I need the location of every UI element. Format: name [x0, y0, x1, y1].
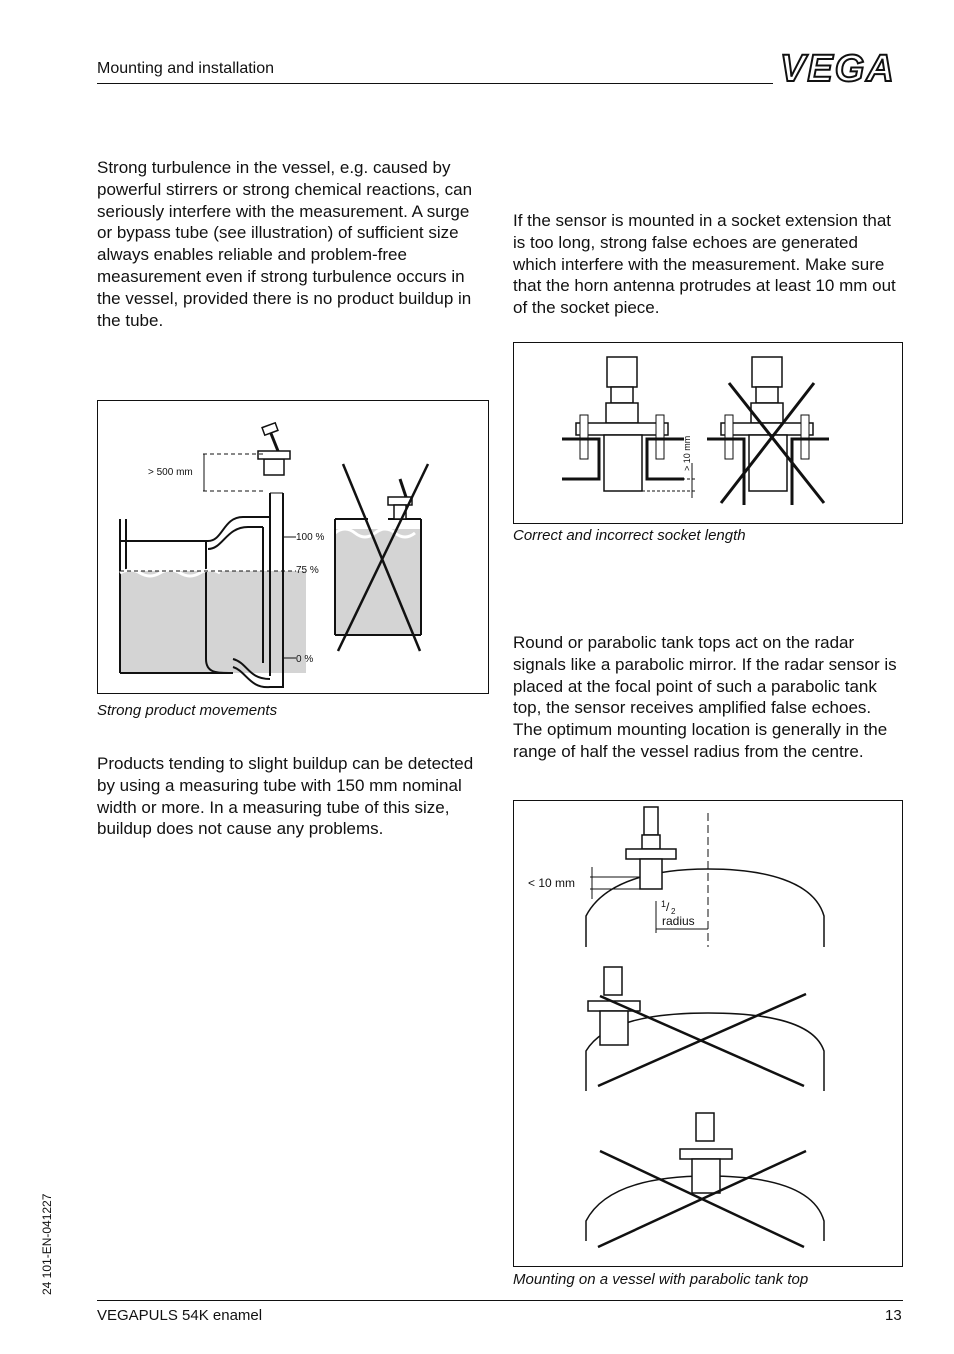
page-number: 13	[885, 1307, 902, 1324]
label-half-denominator: 2	[671, 907, 676, 916]
document-number: 24 101-EN-041227	[40, 1193, 54, 1295]
label-less-10mm: < 10 mm	[528, 876, 576, 890]
figure-bypass-tube	[97, 400, 489, 694]
vega-logo	[778, 48, 904, 88]
figure-parabolic-tank-top	[513, 800, 903, 1267]
paragraph-buildup: Products tending to slight buildup can be detected by using a measuring tube with 150 mm nominal width or more. In a measuring tube of this size, buildup does not cause any problems.	[97, 754, 474, 839]
caption-strong-product-movements: Strong product movements	[97, 702, 278, 719]
label-10mm-protrusion: > 10 mm	[682, 435, 692, 471]
label-75-percent: 75 %	[296, 565, 319, 576]
footer-product-name: VEGAPULS 54K enamel	[97, 1307, 263, 1324]
label-500mm: > 500 mm	[148, 467, 193, 478]
logo-text: VEGA	[780, 48, 896, 88]
label-0-percent: 0 %	[296, 654, 314, 665]
paragraph-socket-extension: If the sensor is mounted in a socket extension that is too long, strong false echoes are generated which interfere with the measurement. Make sure that the horn antenna protrudes at least 10 mm out of the socket piece.	[513, 211, 896, 318]
label-radius: radius	[662, 914, 695, 928]
caption-socket-length: Correct and incorrect socket length	[513, 527, 746, 544]
running-header: Mounting and installation	[97, 60, 275, 77]
figure-socket-length	[513, 342, 903, 524]
caption-parabolic-tank: Mounting on a vessel with parabolic tank top	[513, 1271, 809, 1288]
footer-rule	[97, 1300, 903, 1301]
svg-text:/: /	[666, 900, 670, 914]
paragraph-turbulence: Strong turbulence in the vessel, e.g. caused by powerful stirrers or strong chemical reactions, can seriously interfere with the measurement. A surge or bypass tube (see illustration) of sufficient size always enables reliable and problem-free measurement even if strong turbulence occurs in the vessel, provided there is no product buildup in the tube.	[97, 158, 473, 330]
header-rule	[97, 83, 773, 84]
paragraph-parabolic-tank: Round or parabolic tank tops act on the radar signals like a parabolic mirror. If the radar sensor is placed at the focal point of such a parabolic tank top, the sensor receives amplified false echoes. The optimum mounting location is generally in the range of half the vessel radius from the centre.	[513, 633, 897, 761]
label-half-numerator: 1	[661, 899, 667, 909]
label-100-percent: 100 %	[296, 532, 325, 543]
